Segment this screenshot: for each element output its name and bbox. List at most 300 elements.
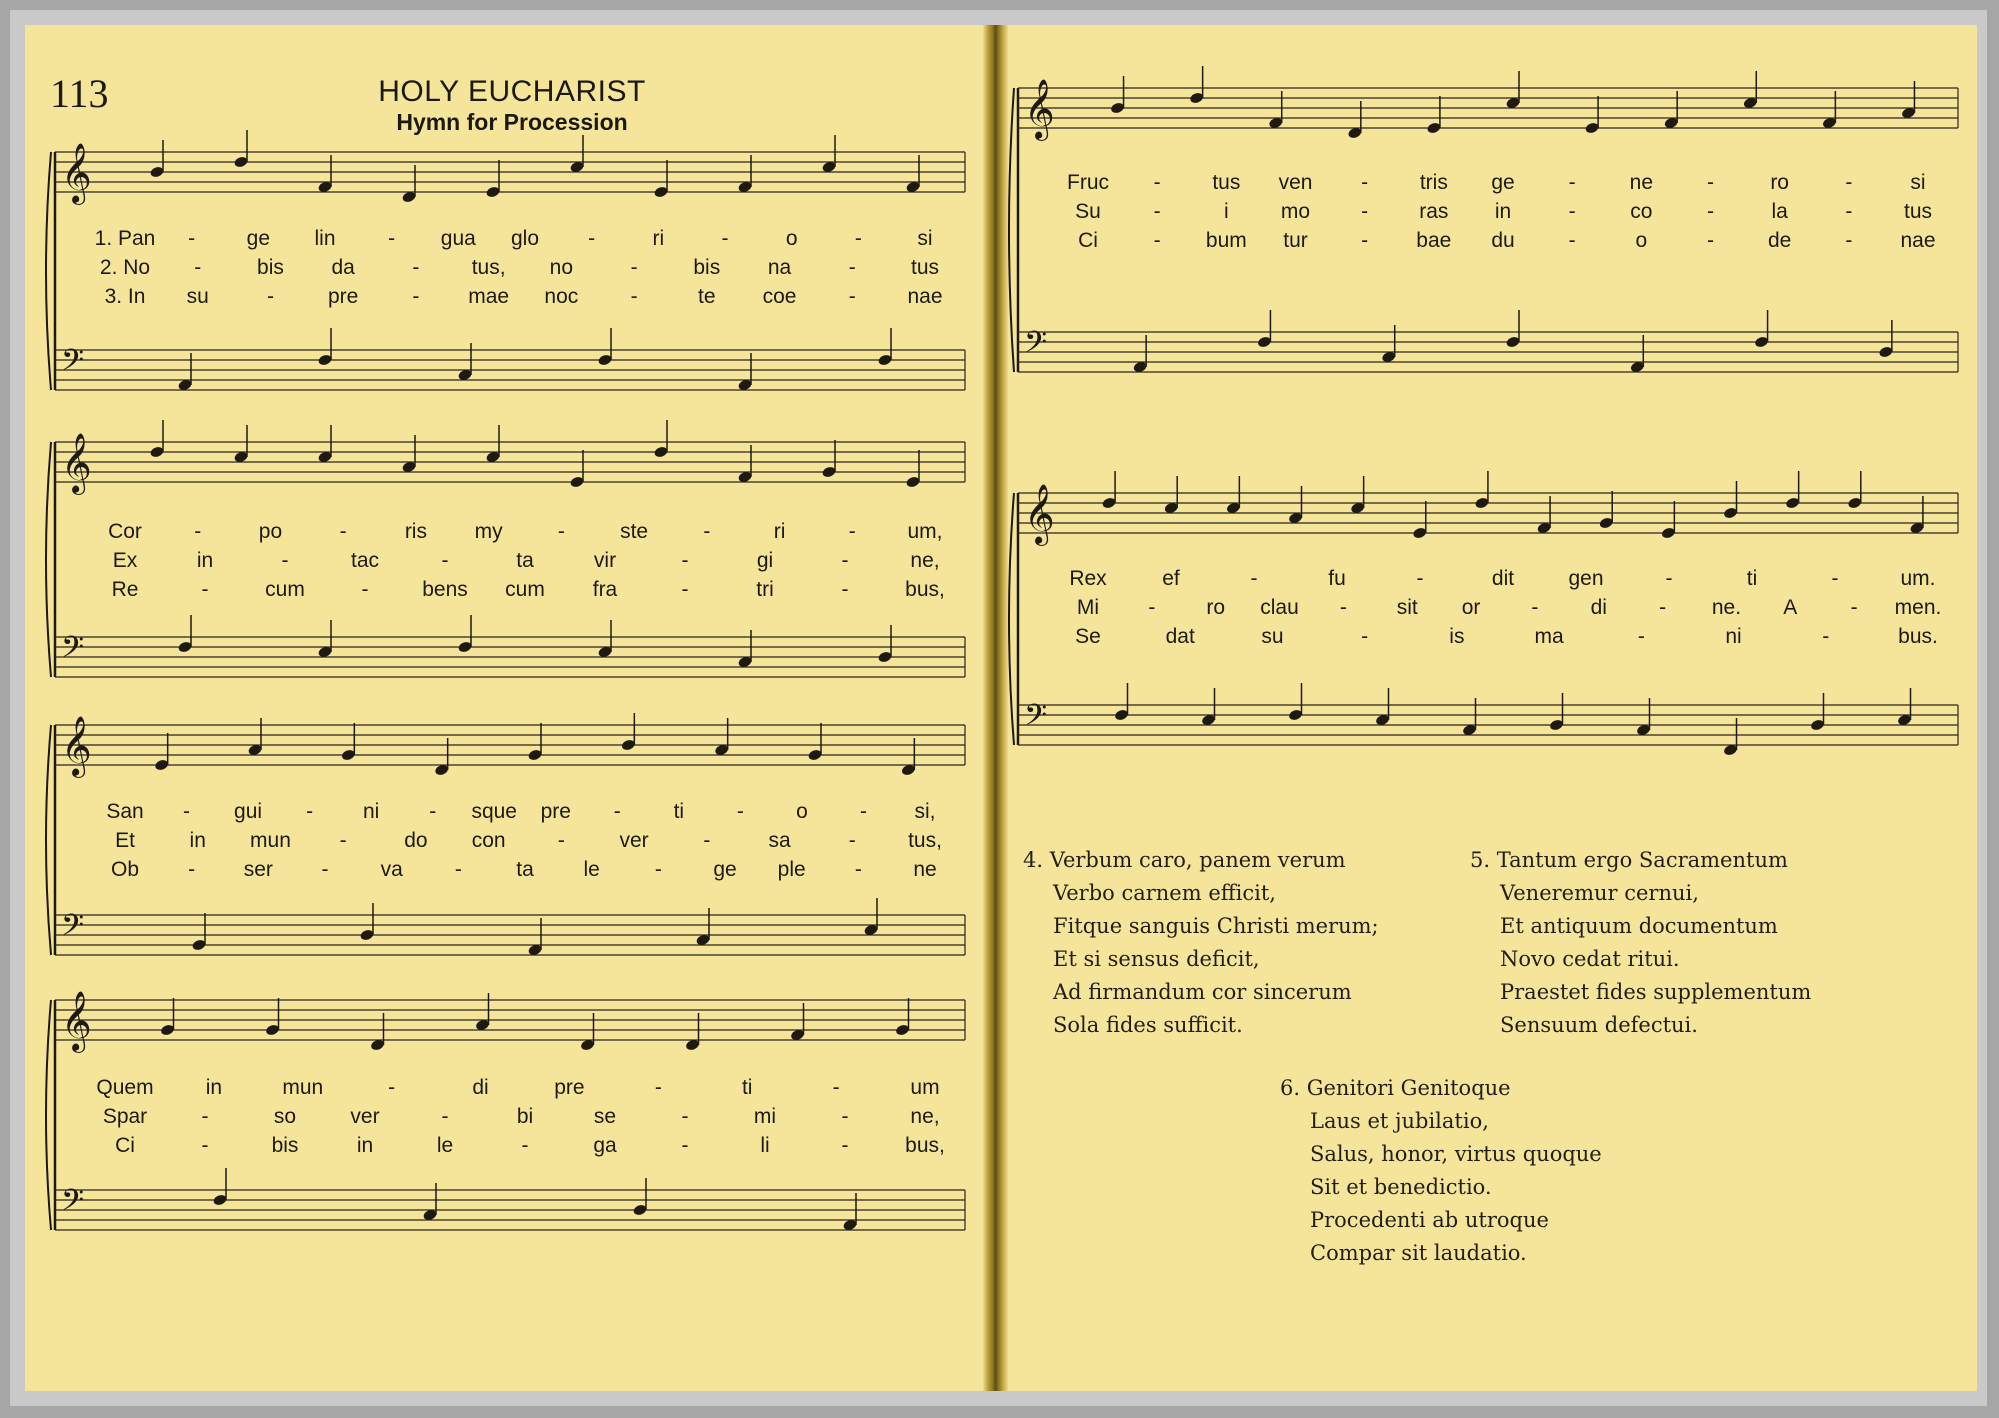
lyric-syllable: tus xyxy=(1903,200,1933,223)
bass-staff xyxy=(55,909,965,955)
lyric-line-3 xyxy=(112,578,945,601)
lyric-syllable: su xyxy=(1261,625,1284,648)
lyric-syllable: va xyxy=(380,858,403,881)
lyric-syllable: bum xyxy=(1205,229,1247,252)
lyric-syllable: le xyxy=(436,1134,454,1157)
lyric-syllable: co xyxy=(1630,200,1653,223)
lyric-syllable: - xyxy=(1153,171,1161,194)
lyric-syllable: si xyxy=(1910,171,1926,194)
lyric-syllable: 3. In xyxy=(104,285,146,308)
lyric-syllable: in xyxy=(205,1076,223,1099)
verse-line: Praestet fides supplementum xyxy=(1500,980,1812,1004)
lyric-syllable: o xyxy=(785,227,798,250)
lyric-syllable: ver xyxy=(350,1105,380,1128)
lyric-syllable: tri xyxy=(756,578,774,601)
hymn-subtitle: Hymn for Procession xyxy=(396,109,628,135)
lyric-syllable: fra xyxy=(592,578,618,601)
lyric-syllable: - xyxy=(654,1076,662,1099)
left-page xyxy=(25,25,983,1391)
lyric-syllable: - xyxy=(201,1134,209,1157)
lyric-syllable: - xyxy=(654,858,662,881)
verse-6 xyxy=(1280,1076,1602,1265)
left-system-4 xyxy=(46,991,965,1232)
lyric-syllable: - xyxy=(630,256,638,279)
lyric-line-2 xyxy=(1075,200,1932,223)
bass-clef-icon: 𝄢 xyxy=(1024,699,1048,740)
lyric-syllable: ven xyxy=(1278,171,1313,194)
lyric-syllable: um. xyxy=(1900,567,1936,590)
lyric-syllable: sit xyxy=(1396,596,1418,619)
lyric-syllable: - xyxy=(1850,596,1858,619)
lyric-syllable: da xyxy=(331,256,355,279)
lyric-syllable: coe xyxy=(762,285,797,308)
lyric-syllable: um, xyxy=(907,520,943,543)
page-number: 113 xyxy=(50,71,109,116)
bass-clef-icon: 𝄢 xyxy=(61,1184,85,1225)
lyric-syllable: Ob xyxy=(110,858,140,881)
lyric-syllable: - xyxy=(1707,229,1714,252)
lyric-syllable: gui xyxy=(234,800,263,823)
lyric-syllable: - xyxy=(848,285,856,308)
lyric-syllable: - xyxy=(848,256,856,279)
lyric-syllable: pre xyxy=(540,800,571,823)
lyric-syllable: - xyxy=(848,520,856,543)
lyric-syllable: na xyxy=(767,256,792,279)
verse-line: Salus, honor, virtus quoque xyxy=(1310,1142,1602,1166)
lyric-line-3 xyxy=(111,858,937,881)
lyric-syllable: - xyxy=(1153,229,1161,252)
bass-clef-icon: 𝄢 xyxy=(1024,326,1048,367)
brace-icon xyxy=(46,1000,51,1230)
lyric-syllable: - xyxy=(201,1105,209,1128)
notes xyxy=(149,420,920,489)
lyric-syllable: su xyxy=(186,285,209,308)
lyric-syllable: du xyxy=(1491,229,1515,252)
lyric-syllable: - xyxy=(841,1134,849,1157)
lyric-syllable: vir xyxy=(593,549,617,572)
lyric-syllable: la xyxy=(1771,200,1788,223)
book-gutter xyxy=(983,25,1008,1391)
lyric-syllable: - xyxy=(736,800,744,823)
lyric-syllable: dit xyxy=(1491,567,1515,590)
lyric-syllable: - xyxy=(1707,171,1714,194)
treble-staff xyxy=(55,991,965,1053)
lyric-syllable: ge xyxy=(713,858,737,881)
lyric-syllable: - xyxy=(681,1105,689,1128)
verse-line: 6. Genitori Genitoque xyxy=(1280,1076,1511,1100)
lyric-syllable: in xyxy=(356,1134,374,1157)
verse-line: Laus et jubilatio, xyxy=(1310,1109,1489,1133)
lyric-syllable: - xyxy=(361,578,369,601)
lyric-syllable: - xyxy=(521,1134,529,1157)
notes xyxy=(160,993,910,1052)
lyric-syllable: ne, xyxy=(910,549,940,572)
lyric-line-2 xyxy=(115,829,942,852)
treble-staff xyxy=(55,433,965,495)
lyric-syllable: - xyxy=(681,549,689,572)
lyric-syllable: ser xyxy=(243,858,273,881)
lyric-syllable: li xyxy=(760,1134,770,1157)
hymn-title: HOLY EUCHARIST xyxy=(378,75,646,108)
lyric-syllable: is xyxy=(1449,625,1465,648)
lyric-syllable: bi xyxy=(516,1105,534,1128)
right-music-systems xyxy=(1009,66,1958,757)
lyric-line-2 xyxy=(103,1105,940,1128)
lyric-syllable: - xyxy=(854,227,862,250)
lyric-syllable: Spar xyxy=(102,1105,148,1128)
lyric-syllable: - xyxy=(841,549,849,572)
lyric-syllable: Mi xyxy=(1076,596,1100,619)
lyric-syllable: - xyxy=(339,520,347,543)
lyric-syllable: - xyxy=(281,549,289,572)
treble-staff xyxy=(1018,79,1958,141)
lyric-syllable: - xyxy=(1148,596,1156,619)
bass-clef-icon: 𝄢 xyxy=(61,631,85,672)
lyric-syllable: men. xyxy=(1894,596,1942,619)
lyric-syllable: si xyxy=(917,227,933,250)
lyric-syllable: ni xyxy=(1725,625,1742,648)
verse-line: Novo cedat ritui. xyxy=(1500,947,1680,971)
lyric-syllable: - xyxy=(1665,567,1673,590)
treble-staff xyxy=(55,143,965,205)
lyric-syllable: - xyxy=(188,227,196,250)
lyric-syllable: - xyxy=(588,227,596,250)
lyric-syllable: fu xyxy=(1328,567,1346,590)
lyric-syllable: - xyxy=(321,858,329,881)
lyric-syllable: A xyxy=(1783,596,1798,619)
lyric-syllable: - xyxy=(703,829,711,852)
lyric-syllable: - xyxy=(201,578,209,601)
verse-line: Sola fides sufficit. xyxy=(1053,1013,1243,1037)
lyric-syllable: le xyxy=(583,858,600,881)
lyric-syllable: ge xyxy=(1491,171,1515,194)
lyric-syllable: - xyxy=(1531,596,1539,619)
treble-clef-icon: 𝄞 xyxy=(61,716,92,776)
bass-staff xyxy=(1018,326,1958,372)
lyric-syllable: con xyxy=(471,829,506,852)
lyric-syllable: ver xyxy=(619,829,649,852)
lyric-syllable: - xyxy=(1339,596,1347,619)
lyric-line-3 xyxy=(115,1134,945,1157)
lyric-syllable: tur xyxy=(1283,229,1308,252)
lyric-syllable: ri xyxy=(652,227,665,250)
lyric-syllable: - xyxy=(1361,229,1369,252)
brace-icon xyxy=(46,442,51,677)
lyric-syllable: ne xyxy=(913,858,937,881)
lyric-syllable: Rex xyxy=(1069,567,1107,590)
lyric-line-2 xyxy=(113,549,940,572)
lyric-syllable: Ci xyxy=(1078,229,1098,252)
lyric-syllable: - xyxy=(388,227,396,250)
lyric-syllable: - xyxy=(557,520,565,543)
treble-staff xyxy=(55,716,965,778)
lyric-syllable: mun xyxy=(250,829,291,852)
lyric-syllable: di xyxy=(1590,596,1607,619)
verse-line: Procedenti ab utroque xyxy=(1310,1208,1549,1232)
lyric-syllable: nae xyxy=(907,285,943,308)
lyric-syllable: cum xyxy=(505,578,545,601)
treble-clef-icon: 𝄞 xyxy=(61,433,92,493)
lyric-syllable: gi xyxy=(756,549,774,572)
lyric-syllable: - xyxy=(441,549,449,572)
lyric-syllable: - xyxy=(454,858,462,881)
lyric-syllable: ne xyxy=(1629,171,1654,194)
lyric-syllable: in xyxy=(1494,200,1512,223)
lyric-syllable: - xyxy=(1568,171,1576,194)
lyric-syllable: - xyxy=(188,858,196,881)
treble-clef-icon: 𝄞 xyxy=(1024,484,1055,544)
lyric-syllable: ne. xyxy=(1711,596,1742,619)
right-system-1 xyxy=(1009,66,1958,374)
brace-icon xyxy=(1009,88,1014,372)
bass-clef-icon: 𝄢 xyxy=(61,909,85,950)
lyric-syllable: - xyxy=(339,829,347,852)
treble-clef-icon: 𝄞 xyxy=(61,991,92,1051)
lyric-syllable: bis xyxy=(271,1134,299,1157)
lyric-syllable: ma xyxy=(1534,625,1564,648)
lyric-syllable: te xyxy=(698,285,716,308)
lyric-syllable: ef xyxy=(1162,567,1180,590)
lyric-syllable: bis xyxy=(693,256,721,279)
lyric-syllable: or xyxy=(1461,596,1481,619)
lyric-line-3 xyxy=(1078,229,1935,252)
lyric-syllable: - xyxy=(859,800,867,823)
lyric-syllable: - xyxy=(721,227,729,250)
lyric-syllable: ta xyxy=(516,858,534,881)
lyric-syllable: Et xyxy=(115,829,135,852)
lyric-syllable: - xyxy=(441,1105,449,1128)
lyric-syllable: de xyxy=(1767,229,1792,252)
lyric-syllable: - xyxy=(1637,625,1645,648)
lyric-syllable: - xyxy=(1659,596,1667,619)
lyric-syllable: si, xyxy=(914,800,936,823)
bass-staff xyxy=(55,1184,965,1230)
lyric-syllable: o xyxy=(1635,229,1648,252)
notes xyxy=(177,615,892,669)
verse-line: Compar sit laudatio. xyxy=(1310,1241,1527,1265)
lyric-syllable: mo xyxy=(1280,200,1311,223)
brace-icon xyxy=(1009,493,1014,745)
lyric-syllable: ti xyxy=(741,1076,753,1099)
lyric-syllable: tus xyxy=(910,256,940,279)
lyric-syllable: ni xyxy=(362,800,380,823)
lyric-syllable: - xyxy=(832,1076,840,1099)
left-music-systems xyxy=(46,130,965,1232)
lyric-syllable: - xyxy=(1361,171,1369,194)
notes xyxy=(191,898,878,957)
lyric-syllable: tris xyxy=(1419,171,1448,194)
brace-icon xyxy=(46,725,51,955)
lyric-syllable: - xyxy=(388,1076,396,1099)
lyric-syllable: tus xyxy=(1212,171,1241,194)
lyric-syllable: - xyxy=(266,285,274,308)
lyric-syllable: - xyxy=(557,829,565,852)
lyric-syllable: mae xyxy=(468,285,510,308)
verse-line: Veneremur cernui, xyxy=(1500,881,1699,905)
lyric-syllable: - xyxy=(854,858,862,881)
lyric-line-2 xyxy=(1077,596,1941,619)
left-system-1 xyxy=(46,130,965,392)
lyric-syllable: Re xyxy=(111,578,139,601)
verse-line: Ad firmandum cor sincerum xyxy=(1053,980,1352,1004)
lyric-syllable: noc xyxy=(544,285,579,308)
lyric-syllable: ge xyxy=(246,227,271,250)
verse-line: 5. Tantum ergo Sacramentum xyxy=(1470,848,1788,872)
lyric-syllable: - xyxy=(841,578,849,601)
lyric-syllable: pre xyxy=(328,285,359,308)
lyric-syllable: - xyxy=(429,800,437,823)
lyric-syllable: i xyxy=(1223,200,1229,223)
brace-icon xyxy=(46,152,51,390)
lyric-syllable: - xyxy=(630,285,638,308)
lyric-syllable: Fruc xyxy=(1067,171,1109,194)
lyric-syllable: mun xyxy=(282,1076,324,1099)
lyric-syllable: ri xyxy=(773,520,786,543)
lyric-syllable: ste xyxy=(620,520,649,543)
right-score xyxy=(1008,25,1977,1391)
lyric-syllable: - xyxy=(1845,200,1853,223)
lyric-syllable: Su xyxy=(1075,200,1101,223)
lyric-syllable: ti xyxy=(673,800,685,823)
lyric-syllable: - xyxy=(1153,200,1161,223)
verse-line: 4. Verbum caro, panem verum xyxy=(1023,848,1346,872)
verse-5 xyxy=(1470,848,1811,1037)
left-system-2 xyxy=(46,420,965,677)
verse-line: Fitque sanguis Christi merum; xyxy=(1053,914,1379,938)
lyric-syllable: ne, xyxy=(910,1105,940,1128)
lyric-syllable: - xyxy=(1416,567,1424,590)
lyric-syllable: my xyxy=(474,520,503,543)
lyric-line-1 xyxy=(108,520,942,543)
lyric-syllable: lin xyxy=(314,227,336,250)
right-page xyxy=(1008,25,1977,1391)
lyric-line-3 xyxy=(105,285,943,308)
lyric-line-1 xyxy=(95,227,933,250)
verse-line: Et antiquum documentum xyxy=(1500,914,1778,938)
lyric-syllable: - xyxy=(681,578,689,601)
lyric-syllable: ple xyxy=(777,858,806,881)
lyric-syllable: pre xyxy=(554,1076,585,1099)
lyric-line-1 xyxy=(1069,567,1935,590)
lyric-syllable: - xyxy=(194,256,202,279)
lyric-syllable: 1. Pan xyxy=(94,227,156,250)
lyric-syllable: - xyxy=(412,256,420,279)
lyric-syllable: no xyxy=(549,256,574,279)
lyric-syllable: so xyxy=(273,1105,297,1128)
lyric-syllable: - xyxy=(194,520,202,543)
verses-block xyxy=(1023,848,1811,1265)
lyric-syllable: San xyxy=(106,800,144,823)
lyric-line-1 xyxy=(1067,171,1926,194)
lyric-syllable: 2. No xyxy=(99,256,151,279)
lyric-syllable: gen xyxy=(1568,567,1604,590)
lyric-syllable: clau xyxy=(1260,596,1299,619)
lyric-syllable: - xyxy=(841,1105,849,1128)
lyric-syllable: - xyxy=(848,829,856,852)
lyric-syllable: ras xyxy=(1419,200,1449,223)
treble-clef-icon: 𝄞 xyxy=(61,143,92,203)
lyric-syllable: bis xyxy=(257,256,284,279)
lyric-syllable: se xyxy=(593,1105,617,1128)
lyric-syllable: - xyxy=(703,520,711,543)
lyric-syllable: - xyxy=(1822,625,1830,648)
lyric-syllable: glo xyxy=(510,227,540,250)
verse-line: Sit et benedictio. xyxy=(1310,1175,1492,1199)
verse-line: Sensuum defectui. xyxy=(1500,1013,1698,1037)
lyric-syllable: - xyxy=(1845,171,1853,194)
lyric-syllable: tus, xyxy=(471,256,506,279)
lyric-line-1 xyxy=(106,800,935,823)
lyric-syllable: - xyxy=(613,800,621,823)
lyric-syllable: tus, xyxy=(908,829,942,852)
lyric-syllable: bus, xyxy=(905,578,945,601)
lyric-syllable: Cor xyxy=(108,520,142,543)
lyric-syllable: - xyxy=(1707,200,1714,223)
lyric-syllable: do xyxy=(404,829,428,852)
lyric-syllable: Quem xyxy=(96,1076,154,1099)
left-system-3 xyxy=(46,713,965,957)
lyric-syllable: - xyxy=(1361,625,1369,648)
treble-clef-icon: 𝄞 xyxy=(1024,79,1055,139)
lyric-syllable: - xyxy=(1568,200,1576,223)
lyric-syllable: ris xyxy=(404,520,427,543)
lyric-syllable: bus, xyxy=(905,1134,945,1157)
lyric-line-1 xyxy=(96,1076,939,1099)
lyric-syllable: gua xyxy=(440,227,476,250)
lyric-syllable: nae xyxy=(1900,229,1936,252)
lyric-syllable: in xyxy=(189,829,206,852)
lyric-syllable: - xyxy=(1250,567,1258,590)
lyric-syllable: bus. xyxy=(1898,625,1938,648)
lyric-syllable: ro xyxy=(1770,171,1790,194)
lyric-syllable: ta xyxy=(516,549,534,572)
lyric-syllable: - xyxy=(1831,567,1839,590)
lyric-syllable: - xyxy=(1361,200,1369,223)
lyric-syllable: sa xyxy=(768,829,791,852)
lyric-syllable: - xyxy=(681,1134,689,1157)
lyric-syllable: po xyxy=(258,520,283,543)
lyric-syllable: Ci xyxy=(115,1134,135,1157)
lyric-syllable: - xyxy=(183,800,191,823)
verse-4 xyxy=(1023,848,1379,1037)
lyric-syllable: - xyxy=(1845,229,1853,252)
lyric-syllable: - xyxy=(412,285,420,308)
lyric-syllable: Ex xyxy=(112,549,138,572)
lyric-line-3 xyxy=(1075,625,1938,648)
lyric-syllable: o xyxy=(796,800,808,823)
verse-line: Verbo carnem efficit, xyxy=(1053,881,1276,905)
lyric-syllable: ro xyxy=(1206,596,1226,619)
lyric-syllable: mi xyxy=(753,1105,777,1128)
notes xyxy=(1101,471,1924,540)
lyric-syllable: sque xyxy=(471,800,518,823)
lyric-syllable: in xyxy=(196,549,214,572)
bass-clef-icon: 𝄢 xyxy=(61,344,85,385)
lyric-syllable: ga xyxy=(593,1134,617,1157)
verse-line: Et si sensus deficit, xyxy=(1053,947,1260,971)
lyric-syllable: dat xyxy=(1165,625,1195,648)
lyric-syllable: - xyxy=(306,800,314,823)
right-system-2 xyxy=(1009,471,1958,757)
lyric-syllable: ti xyxy=(1746,567,1758,590)
lyric-syllable: bens xyxy=(422,578,468,601)
left-score xyxy=(25,25,983,1391)
lyric-syllable: - xyxy=(1568,229,1576,252)
lyric-syllable: di xyxy=(472,1076,489,1099)
lyric-syllable: bae xyxy=(1416,229,1452,252)
lyric-syllable: Se xyxy=(1075,625,1101,648)
lyric-line-2 xyxy=(100,256,939,279)
